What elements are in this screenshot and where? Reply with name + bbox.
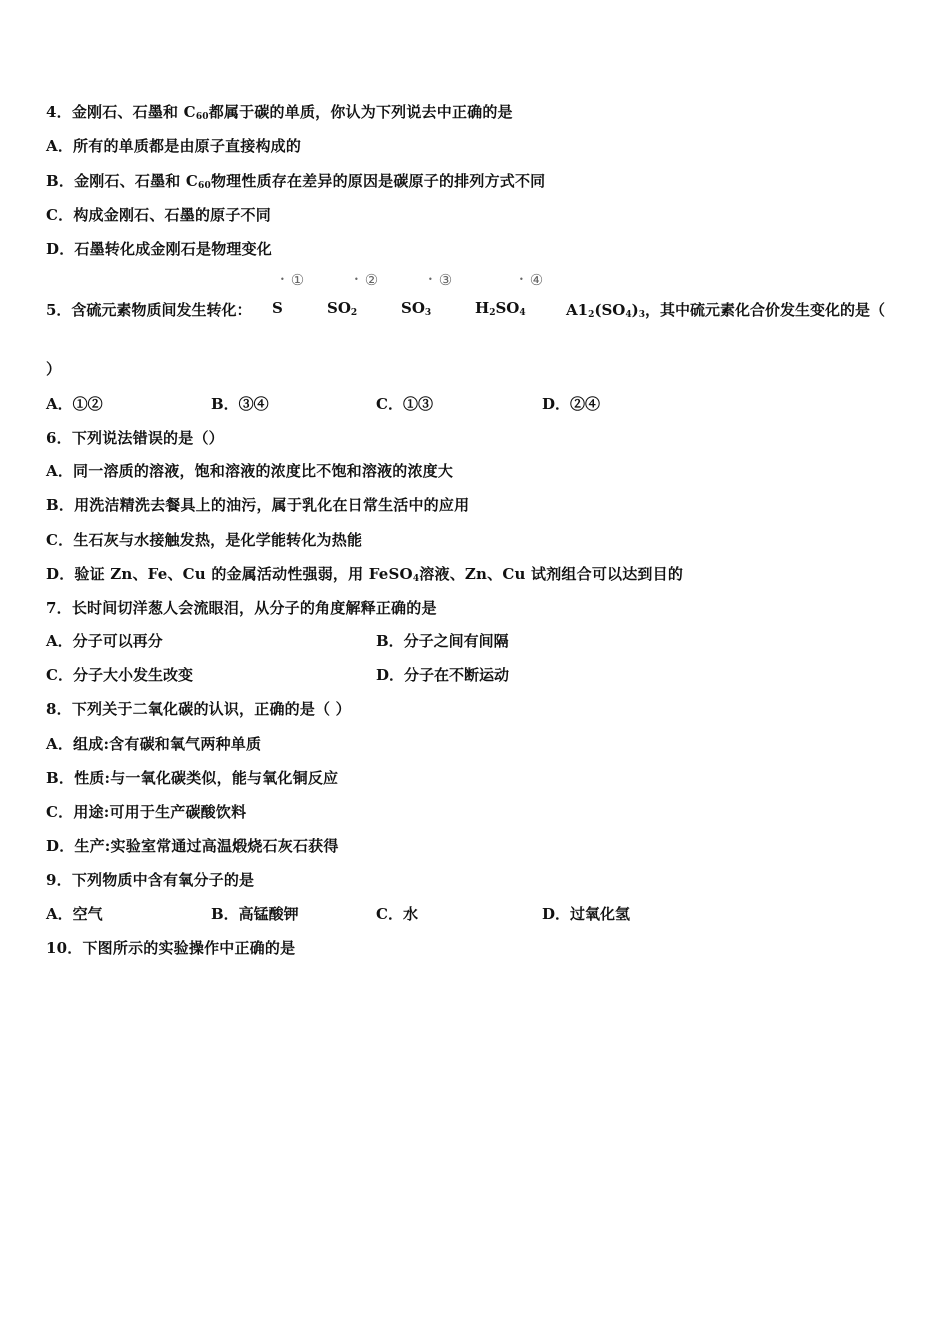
q6-option-d-subscript: 4 — [412, 574, 420, 584]
q5-step-1 — [280, 271, 304, 289]
q4-option-a: A．所有的单质都是由原子直接构成的 — [46, 137, 302, 155]
q8-stem: 8．下列关于二氧化碳的认识，正确的是（ ） — [46, 700, 351, 718]
q5-close-paren: ） — [46, 360, 62, 378]
q7-options-row1 — [46, 631, 906, 651]
q5-step-3 — [428, 271, 452, 289]
q7-option-b: B．分子之间有间隔 — [376, 632, 509, 650]
arrow-dot-icon: • — [519, 275, 524, 284]
q8-option-d: D．生产:实验室常通过高温煅烧石灰石获得 — [46, 837, 339, 855]
q4-option-b — [46, 171, 545, 191]
chem-so2 — [327, 299, 357, 317]
q5-step-4-label: ④ — [529, 271, 544, 289]
q7-stem: 7．长时间切洋葱人会流眼泪，从分子的角度解释正确的是 — [46, 599, 437, 617]
q8-option-c: C．用途:可用于生产碳酸饮料 — [46, 803, 247, 821]
q7-option-a: A．分子可以再分 — [46, 632, 163, 650]
q5-option-a: A．①② — [46, 395, 103, 413]
q4-option-b-part: B．金刚石、石墨和 C — [46, 172, 199, 190]
q7-options-row2 — [46, 665, 906, 685]
chem-al-subscript: 4 — [625, 310, 632, 320]
chem-h2so4-part: SO — [495, 299, 520, 317]
q4-stem-subscript: 60 — [195, 112, 209, 122]
q5-step-1-label: ① — [290, 271, 305, 289]
q5-step-2 — [354, 271, 378, 289]
q4-option-b-part: 物理性质存在差异的原因是碳原子的排列方式不同 — [210, 172, 546, 190]
q9-option-a: A．空气 — [46, 905, 103, 923]
q5-stem-end: ，其中硫元素化合价发生变化的是（ — [644, 301, 885, 319]
chem-so2-part: SO — [327, 299, 351, 317]
q5-step-2-label: ② — [364, 271, 379, 289]
q5-stem: 5．含硫元素物质间发生转化： — [46, 301, 252, 319]
q6-option-d-part: 溶液、Zn、Cu 试剂组合可以达到目的 — [419, 565, 684, 583]
chem-so2-subscript: 2 — [350, 308, 358, 318]
q9-option-c: C．水 — [376, 905, 418, 923]
q5-chain-block — [0, 271, 950, 331]
q7-option-c: C．分子大小发生改变 — [46, 666, 193, 684]
chem-al-part: (SO — [594, 301, 626, 319]
q4-stem — [46, 102, 513, 122]
chem-h2so4 — [475, 299, 526, 317]
q5-options — [46, 394, 906, 414]
q7-option-d: D．分子在不断运动 — [376, 666, 510, 684]
q9-stem: 9．下列物质中含有氧分子的是 — [46, 871, 255, 889]
q8-option-a: A．组成:含有碳和氧气两种单质 — [46, 735, 262, 753]
chem-so3-subscript: 3 — [424, 308, 432, 318]
q6-option-b: B．用洗洁精洗去餐具上的油污，属于乳化在日常生活中的应用 — [46, 496, 470, 514]
q4-stem-part: 4．金刚石、石墨和 C — [46, 103, 196, 121]
arrow-dot-icon: • — [354, 275, 359, 284]
q8-option-b: B．性质:与一氧化碳类似，能与氧化铜反应 — [46, 769, 339, 787]
q5-step-3-label: ③ — [438, 271, 453, 289]
q9-option-d: D．过氧化氢 — [542, 905, 631, 923]
q4-option-c: C．构成金刚石、石墨的原子不同 — [46, 206, 271, 224]
q4-option-d: D．石墨转化成金刚石是物理变化 — [46, 240, 273, 258]
q4-stem-part: 都属于碳的单质，你认为下列说去中正确的是 — [208, 103, 513, 121]
chem-h2so4-subscript: 4 — [519, 308, 526, 318]
chem-al-subscript: 2 — [588, 310, 595, 320]
q6-option-c: C．生石灰与水接触发热，是化学能转化为热能 — [46, 531, 363, 549]
q6-option-d-part: D．验证 Zn、Fe、Cu 的金属活动性强弱，用 FeSO — [46, 565, 413, 583]
chem-al2so43 — [566, 299, 885, 320]
q5-option-b: B．③④ — [211, 395, 269, 413]
q6-option-a: A．同一溶质的溶液，饱和溶液的浓度比不饱和溶液的浓度大 — [46, 462, 454, 480]
chem-al-subscript: 3 — [638, 310, 645, 320]
chem-so3 — [401, 299, 431, 317]
chem-s: S — [272, 299, 283, 317]
arrow-dot-icon: • — [428, 275, 433, 284]
chem-al-part: A1 — [566, 301, 589, 319]
chem-h2so4-part: H — [475, 299, 490, 317]
q10-stem: 10．下图所示的实验操作中正确的是 — [46, 939, 296, 957]
chem-so3-part: SO — [401, 299, 425, 317]
q5-option-d: D．②④ — [542, 395, 601, 413]
q4-option-b-subscript: 60 — [198, 181, 211, 191]
q6-stem: 6．下列说法错误的是（） — [46, 429, 224, 447]
q9-option-b: B．高锰酸钾 — [211, 905, 299, 923]
q6-option-d — [46, 564, 683, 584]
chem-al-part: ) — [631, 301, 639, 319]
q5-option-c: C．①③ — [376, 395, 433, 413]
chem-h2so4-subscript: 2 — [489, 308, 496, 318]
q9-options — [46, 904, 906, 924]
arrow-dot-icon: • — [280, 275, 285, 284]
q5-step-4 — [519, 271, 543, 289]
